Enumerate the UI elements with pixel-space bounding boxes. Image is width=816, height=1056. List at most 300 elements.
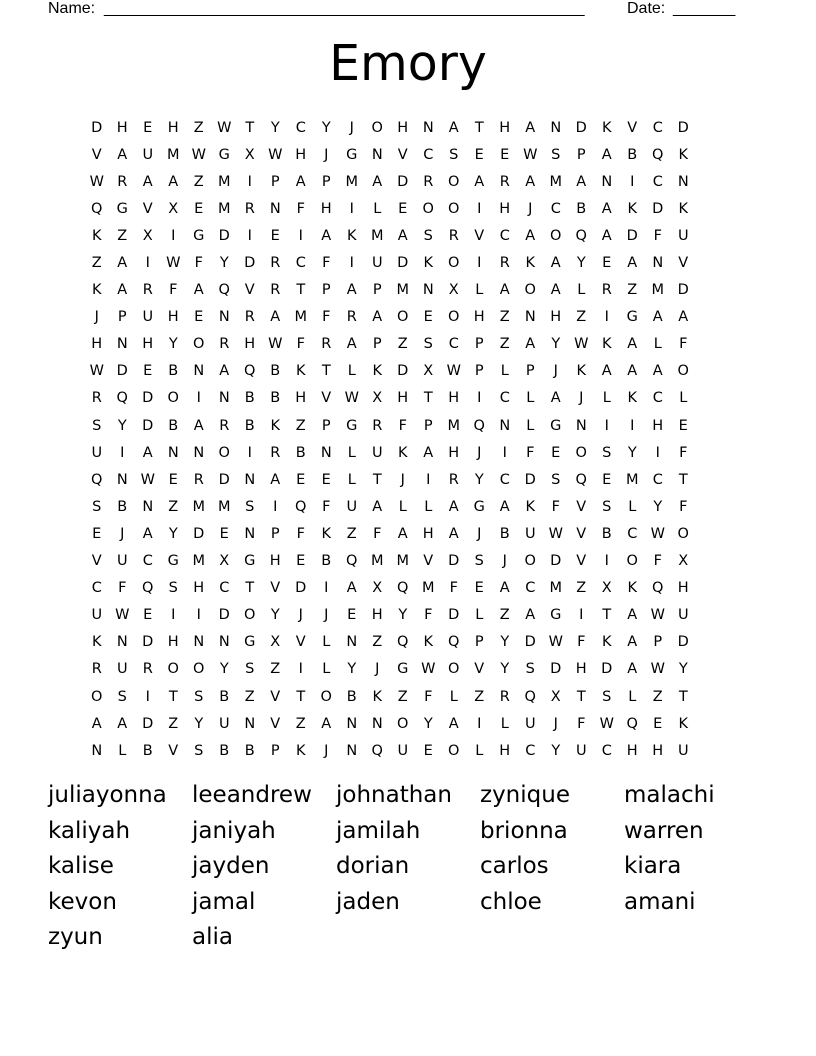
grid-letter: Y — [576, 255, 586, 272]
grid-letter: A — [627, 255, 638, 272]
grid-letter: D — [550, 553, 562, 570]
grid-letter: E — [602, 471, 612, 488]
grid-letter: D — [295, 580, 307, 597]
word-list-item: jamilah — [336, 817, 421, 844]
grid-letter: M — [651, 282, 664, 299]
grid-letter: P — [474, 363, 484, 380]
grid-letter: V — [474, 227, 485, 244]
grid-letter: A — [448, 498, 459, 515]
grid-letter: E — [551, 444, 561, 461]
grid-letter: I — [196, 607, 201, 624]
grid-letter: F — [577, 715, 586, 732]
grid-row — [84, 710, 734, 737]
grid-letter: I — [171, 607, 176, 624]
grid-letter: A — [525, 173, 536, 190]
grid-letter: K — [270, 417, 280, 434]
grid-row — [84, 439, 734, 466]
grid-letter: S — [245, 661, 255, 678]
grid-letter: F — [322, 309, 331, 326]
grid-letter: F — [296, 525, 305, 542]
grid-letter: E — [143, 363, 153, 380]
grid-letter: G — [167, 553, 179, 570]
grid-letter: A — [219, 363, 230, 380]
grid-letter: D — [397, 363, 409, 380]
grid-letter: Y — [551, 742, 561, 759]
grid-letter: H — [193, 580, 205, 597]
grid-letter: Z — [474, 688, 485, 705]
grid-letter: U — [116, 553, 128, 570]
grid-letter: A — [550, 282, 561, 299]
grid-letter: Q — [218, 282, 230, 299]
grid-letter: N — [142, 498, 154, 515]
grid-letter: A — [346, 580, 357, 597]
grid-letter: H — [652, 417, 664, 434]
grid-letter: B — [321, 553, 332, 570]
grid-letter: Q — [91, 200, 103, 217]
grid-letter: R — [219, 417, 230, 434]
grid-letter: A — [168, 173, 179, 190]
grid-letter: D — [677, 282, 689, 299]
grid-letter: Q — [626, 715, 638, 732]
grid-letter: T — [168, 688, 178, 705]
grid-letter: E — [678, 417, 688, 434]
grid-letter: C — [652, 471, 663, 488]
grid-letter: N — [193, 363, 205, 380]
grid-letter: U — [346, 498, 358, 515]
grid-letter: A — [321, 227, 332, 244]
grid-letter: V — [423, 553, 434, 570]
grid-letter: Y — [168, 525, 178, 542]
grid-letter: T — [245, 119, 255, 136]
grid-letter: F — [679, 336, 688, 353]
grid-letter: D — [524, 634, 536, 651]
grid-letter: Z — [499, 309, 510, 326]
grid-letter: B — [219, 688, 230, 705]
grid-letter: H — [397, 390, 409, 407]
grid-letter: E — [602, 255, 612, 272]
grid-letter: G — [550, 417, 562, 434]
grid-letter: I — [477, 390, 482, 407]
grid-letter: N — [218, 390, 230, 407]
grid-letter: Y — [219, 661, 229, 678]
grid-letter: L — [475, 607, 484, 624]
grid-letter: S — [602, 444, 612, 461]
grid-letter: V — [576, 498, 587, 515]
grid-letter: B — [499, 525, 510, 542]
grid-letter: Q — [397, 580, 409, 597]
grid-letter: C — [499, 471, 510, 488]
grid-letter: D — [575, 119, 587, 136]
grid-letter: T — [296, 688, 306, 705]
grid-letter: A — [193, 282, 204, 299]
grid-letter: U — [142, 146, 154, 163]
grid-letter: I — [247, 173, 252, 190]
grid-letter: Y — [194, 715, 204, 732]
grid-letter: V — [91, 553, 102, 570]
grid-letter: A — [627, 661, 638, 678]
grid-letter: R — [142, 661, 153, 678]
grid-letter: J — [324, 607, 329, 624]
grid-letter: B — [117, 498, 128, 515]
grid-letter: M — [166, 146, 180, 163]
grid-letter: O — [448, 173, 460, 190]
grid-letter: K — [295, 742, 306, 759]
grid-letter: C — [525, 742, 536, 759]
grid-letter: C — [219, 580, 230, 597]
grid-letter: H — [295, 390, 307, 407]
grid-letter: W — [268, 336, 283, 353]
grid-letter: R — [321, 336, 332, 353]
grid-letter: Q — [448, 634, 460, 651]
grid-letter: J — [324, 146, 329, 163]
grid-letter: D — [116, 363, 128, 380]
grid-letter: A — [448, 715, 459, 732]
word-list-item: zyun — [48, 924, 103, 950]
grid-letter: W — [166, 255, 181, 272]
grid-letter: W — [115, 607, 130, 624]
grid-letter: B — [168, 363, 179, 380]
grid-letter: G — [244, 553, 256, 570]
grid-letter: W — [268, 146, 283, 163]
grid-letter: Q — [397, 634, 409, 651]
grid-letter: A — [423, 444, 434, 461]
grid-letter: M — [396, 553, 409, 570]
grid-letter: A — [142, 525, 153, 542]
word-list-item: kevon — [48, 888, 117, 915]
grid-letter: S — [245, 498, 255, 515]
grid-letter: D — [448, 607, 460, 624]
grid-letter: I — [655, 444, 660, 461]
grid-letter: T — [678, 471, 688, 488]
grid-letter: N — [244, 471, 256, 488]
grid-letter: D — [218, 471, 230, 488]
grid-letter: A — [525, 336, 536, 353]
grid-letter: U — [677, 742, 689, 759]
grid-letter: F — [322, 255, 331, 272]
grid-letter: S — [423, 336, 433, 353]
grid-letter: B — [244, 417, 255, 434]
grid-letter: W — [523, 146, 538, 163]
grid-letter: Y — [270, 607, 280, 624]
grid-letter: N — [116, 336, 128, 353]
grid-letter: S — [551, 146, 561, 163]
grid-letter: H — [448, 390, 460, 407]
grid-letter: U — [371, 255, 383, 272]
grid-letter: T — [245, 580, 255, 597]
grid-letter: E — [296, 471, 306, 488]
grid-letter: P — [576, 146, 586, 163]
grid-letter: L — [475, 282, 484, 299]
grid-letter: Z — [652, 688, 663, 705]
grid-letter: A — [499, 498, 510, 515]
grid-letter: W — [650, 525, 665, 542]
grid-letter: N — [677, 173, 689, 190]
grid-letter: F — [424, 688, 433, 705]
grid-letter: C — [423, 146, 434, 163]
grid-letter: N — [269, 200, 281, 217]
grid-letter: F — [424, 607, 433, 624]
grid-letter: J — [324, 742, 329, 759]
grid-letter: Z — [168, 498, 179, 515]
grid-letter: A — [117, 255, 128, 272]
grid-letter: E — [92, 525, 102, 542]
grid-letter: I — [502, 444, 507, 461]
grid-letter: M — [447, 417, 460, 434]
grid-letter: W — [140, 471, 155, 488]
grid-letter: A — [346, 282, 357, 299]
grid-letter: D — [142, 634, 154, 651]
grid-letter: R — [270, 282, 281, 299]
grid-letter: D — [397, 173, 409, 190]
grid-letter: R — [448, 227, 459, 244]
grid-letter: U — [575, 742, 587, 759]
grid-letter: S — [474, 553, 484, 570]
grid-letter: W — [217, 119, 232, 136]
grid-letter: A — [193, 417, 204, 434]
name-label: Name: — [48, 0, 96, 17]
grid-letter: N — [91, 742, 103, 759]
grid-letter: K — [372, 363, 382, 380]
grid-letter: Q — [575, 227, 587, 244]
grid-letter: Y — [219, 255, 229, 272]
grid-letter: U — [371, 444, 383, 461]
grid-letter: K — [627, 390, 637, 407]
grid-letter: A — [627, 634, 638, 651]
grid-letter: A — [346, 336, 357, 353]
grid-letter: V — [270, 688, 281, 705]
grid-letter: M — [217, 173, 231, 190]
grid-letter: A — [117, 715, 128, 732]
grid-row — [84, 141, 734, 168]
grid-letter: A — [372, 498, 383, 515]
grid-letter: K — [627, 580, 637, 597]
grid-letter: J — [502, 553, 507, 570]
grid-letter: E — [500, 146, 510, 163]
grid-letter: N — [218, 309, 230, 326]
grid-letter: K — [601, 336, 612, 353]
word-list — [48, 778, 768, 956]
grid-letter: S — [602, 498, 612, 515]
grid-letter: T — [474, 119, 484, 136]
grid-letter: B — [346, 688, 357, 705]
grid-letter: C — [499, 390, 510, 407]
grid-letter: R — [193, 471, 204, 488]
grid-letter: J — [477, 525, 482, 542]
grid-letter: Z — [91, 255, 102, 272]
grid-letter: I — [477, 255, 482, 272]
word-list-item: carlos — [480, 853, 549, 879]
word-list-item: zynique — [480, 782, 570, 808]
grid-letter: A — [117, 282, 128, 299]
grid-letter: G — [346, 417, 358, 434]
grid-letter: A — [372, 309, 383, 326]
grid-letter: K — [576, 363, 586, 380]
grid-letter: X — [448, 282, 459, 299]
grid-letter: Z — [576, 580, 587, 597]
grid-letter: K — [678, 715, 688, 732]
grid-letter: I — [145, 255, 150, 272]
grid-letter: D — [677, 119, 689, 136]
grid-letter: M — [370, 227, 384, 244]
grid-letter: I — [247, 444, 252, 461]
grid-letter: I — [604, 553, 609, 570]
grid-letter: M — [625, 471, 639, 488]
grid-letter: M — [345, 173, 358, 190]
grid-letter: X — [678, 553, 689, 570]
grid-letter: X — [270, 634, 281, 651]
grid-letter: L — [628, 498, 637, 515]
grid-letter: S — [449, 146, 459, 163]
grid-letter: G — [473, 498, 485, 515]
grid-letter: O — [218, 444, 230, 461]
grid-letter: J — [553, 715, 558, 732]
word-list-item: janiyah — [192, 817, 276, 844]
grid-letter: Y — [398, 607, 408, 624]
grid-letter: L — [347, 444, 356, 461]
grid-letter: E — [219, 525, 229, 542]
grid-letter: B — [270, 390, 281, 407]
word-list-item: brionna — [480, 817, 568, 844]
grid-letter: Q — [346, 553, 358, 570]
grid-letter: A — [321, 715, 332, 732]
grid-letter: R — [244, 309, 255, 326]
grid-letter: F — [398, 417, 407, 434]
grid-letter: B — [295, 444, 306, 461]
grid-letter: L — [475, 742, 484, 759]
grid-letter: R — [601, 282, 612, 299]
grid-letter: L — [347, 363, 356, 380]
grid-letter: L — [526, 390, 535, 407]
grid-letter: O — [448, 309, 460, 326]
grid-letter: P — [321, 417, 331, 434]
grid-letter: K — [525, 498, 535, 515]
grid-letter: Y — [627, 444, 637, 461]
grid-letter: L — [118, 742, 127, 759]
grid-letter: T — [576, 688, 586, 705]
grid-letter: O — [397, 715, 409, 732]
grid-letter: D — [626, 227, 638, 244]
grid-letter: G — [244, 634, 256, 651]
grid-letter: L — [628, 688, 637, 705]
grid-letter: C — [652, 390, 663, 407]
grid-letter: O — [397, 309, 409, 326]
grid-letter: C — [448, 336, 459, 353]
grid-letter: C — [142, 553, 153, 570]
grid-letter: E — [194, 309, 204, 326]
grid-letter: A — [142, 173, 153, 190]
grid-letter: N — [652, 255, 664, 272]
grid-letter: B — [244, 390, 255, 407]
grid-letter: N — [116, 634, 128, 651]
grid-letter: L — [424, 498, 433, 515]
grid-letter: E — [168, 471, 178, 488]
grid-letter: V — [295, 634, 306, 651]
grid-letter: F — [169, 282, 178, 299]
grid-letter: K — [397, 444, 408, 461]
grid-letter: Z — [244, 688, 255, 705]
grid-letter: Z — [295, 715, 306, 732]
grid-letter: N — [550, 119, 562, 136]
grid-letter: R — [142, 282, 153, 299]
grid-letter: S — [602, 688, 612, 705]
grid-letter: R — [499, 255, 510, 272]
grid-letter: A — [270, 309, 281, 326]
grid-letter: Q — [91, 471, 103, 488]
grid-letter: A — [448, 525, 459, 542]
grid-letter: F — [296, 200, 305, 217]
grid-letter: M — [549, 580, 562, 597]
grid-letter: I — [145, 688, 150, 705]
grid-letter: U — [524, 525, 536, 542]
grid-row — [84, 656, 734, 683]
grid-letter: C — [295, 119, 306, 136]
grid-letter: N — [193, 444, 205, 461]
grid-letter: E — [474, 580, 484, 597]
grid-letter: G — [626, 309, 638, 326]
grid-letter: Q — [524, 688, 536, 705]
grid-letter: Y — [270, 119, 280, 136]
word-list-item: johnathan — [336, 782, 452, 808]
grid-letter: F — [679, 498, 688, 515]
grid-letter: H — [550, 309, 562, 326]
grid-letter: Q — [116, 390, 128, 407]
grid-letter: I — [604, 417, 609, 434]
grid-letter: Y — [551, 336, 561, 353]
grid-letter: P — [270, 173, 280, 190]
grid-letter: H — [397, 119, 409, 136]
grid-letter: I — [120, 444, 125, 461]
grid-letter: W — [548, 634, 563, 651]
grid-letter: I — [349, 200, 354, 217]
grid-letter: I — [298, 227, 303, 244]
grid-letter: J — [528, 200, 533, 217]
grid-letter: L — [500, 715, 509, 732]
grid-letter: S — [423, 227, 433, 244]
grid-letter: O — [371, 119, 383, 136]
grid-letter: T — [678, 688, 688, 705]
grid-letter: C — [91, 580, 102, 597]
grid-row — [84, 277, 734, 304]
grid-letter: H — [295, 146, 307, 163]
grid-letter: G — [193, 227, 205, 244]
grid-letter: V — [678, 255, 689, 272]
grid-letter: F — [373, 525, 382, 542]
grid-letter: H — [91, 336, 103, 353]
grid-letter: U — [397, 742, 409, 759]
grid-letter: N — [244, 715, 256, 732]
grid-letter: F — [118, 580, 127, 597]
grid-letter: O — [320, 688, 332, 705]
grid-letter: E — [143, 607, 153, 624]
word-list-item: jaden — [336, 888, 400, 915]
grid-letter: G — [550, 607, 562, 624]
word-list-item: jamal — [192, 888, 256, 915]
grid-letter: N — [575, 417, 587, 434]
grid-letter: P — [321, 173, 331, 190]
grid-letter: E — [474, 146, 484, 163]
grid-letter: R — [499, 173, 510, 190]
grid-letter: Z — [576, 309, 587, 326]
grid-letter: T — [321, 363, 331, 380]
grid-letter: M — [217, 200, 231, 217]
grid-letter: R — [91, 390, 102, 407]
grid-letter: Z — [193, 119, 204, 136]
grid-letter: S — [92, 498, 102, 515]
grid-letter: X — [372, 390, 383, 407]
grid-letter: X — [142, 227, 153, 244]
grid-letter: S — [168, 580, 178, 597]
grid-letter: U — [677, 607, 689, 624]
